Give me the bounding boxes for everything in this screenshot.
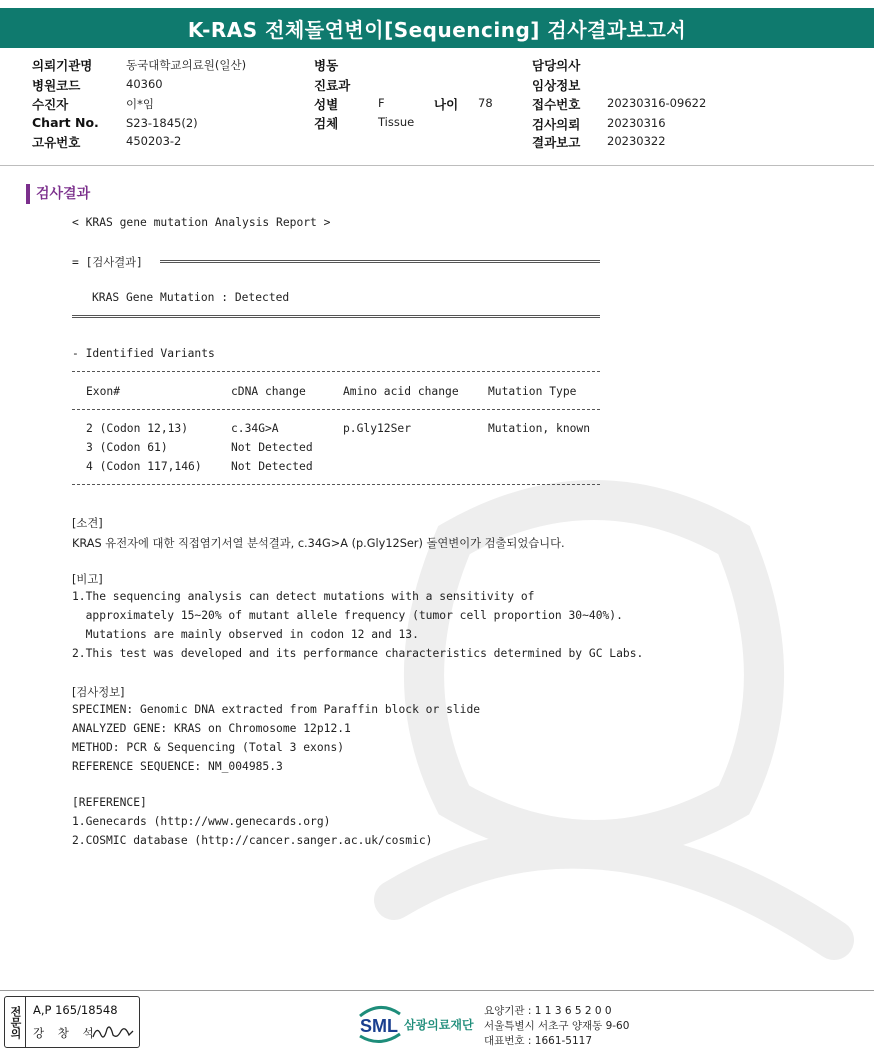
specialist-stamp bbox=[4, 996, 140, 1048]
sex-value: F bbox=[378, 96, 385, 110]
section-title: 검사결과 bbox=[26, 184, 90, 204]
remark-line: Mutations are mainly observed in codon 12 and 13. bbox=[72, 628, 419, 641]
analysis-report-title: < KRAS gene mutation Analysis Report > bbox=[72, 216, 331, 229]
variants-heading: - Identified Variants bbox=[72, 347, 215, 360]
stamp-side-label: 전문의 bbox=[5, 997, 26, 1047]
age-label: 나이 bbox=[434, 97, 459, 112]
request-label: 검사의뢰 bbox=[532, 117, 581, 132]
mutation-rule bbox=[72, 315, 600, 318]
result-heading: = [검사결과] bbox=[72, 256, 150, 269]
logo-mark: SML bbox=[360, 1016, 398, 1036]
foundation-name: 삼광의료재단 bbox=[404, 1018, 474, 1032]
sex-label: 성별 bbox=[314, 97, 339, 112]
hospital-label: 의뢰기관명 bbox=[32, 58, 93, 73]
stamp-doctor-name: 강 창 석 bbox=[33, 1026, 99, 1040]
info-line: METHOD: PCR & Sequencing (Total 3 exons) bbox=[72, 741, 345, 754]
institution-code: 요양기관 : 1 1 3 6 5 2 0 0 bbox=[484, 1005, 612, 1017]
age-value: 78 bbox=[478, 96, 493, 110]
chart-value: S23-1845(2) bbox=[126, 116, 198, 130]
chart-label: Chart No. bbox=[32, 115, 99, 130]
header-divider bbox=[0, 165, 874, 166]
result-heading-rule bbox=[160, 260, 600, 263]
table-cell: p.Gly12Ser bbox=[343, 422, 412, 435]
remark-line: approximately 15~20% of mutant allele frequency (tumor cell proportion 30~40%). bbox=[72, 609, 623, 622]
table-cell: Not Detected bbox=[231, 460, 313, 473]
info-line: ANALYZED GENE: KRAS on Chromosome 12p12.1 bbox=[72, 722, 351, 735]
table-bottom-rule bbox=[72, 484, 600, 485]
code-label: 병원코드 bbox=[32, 78, 81, 93]
col-aa: Amino acid change bbox=[343, 385, 459, 398]
remarks-heading: [비고] bbox=[72, 573, 103, 586]
mutation-status: KRAS Gene Mutation : Detected bbox=[92, 291, 290, 304]
receipt-value: 20230316-09622 bbox=[607, 96, 707, 110]
institution-phone: 대표번호 : 1661-5117 bbox=[484, 1035, 593, 1047]
signature-icon bbox=[91, 1021, 135, 1043]
table-row: 4 (Codon 117,146) bbox=[86, 460, 202, 473]
institution-address: 서울특별시 서초구 양재동 9-60 bbox=[484, 1020, 630, 1032]
patient-header bbox=[0, 52, 874, 152]
remark-line: 1.The sequencing analysis can detect mutations with a sensitivity of bbox=[72, 590, 535, 603]
table-row: 3 (Codon 61) bbox=[86, 441, 168, 454]
info-line: SPECIMEN: Genomic DNA extracted from Paraffin block or slide bbox=[72, 703, 481, 716]
col-type: Mutation Type bbox=[488, 385, 577, 398]
reference-heading: [REFERENCE] bbox=[72, 796, 147, 809]
reference-line: 2.COSMIC database (http://cancer.sanger.ac.uk/cosmic) bbox=[72, 834, 433, 847]
table-cell: Mutation, known bbox=[488, 422, 591, 435]
info-line: REFERENCE SEQUENCE: NM_004985.3 bbox=[72, 760, 283, 773]
col-exon: Exon# bbox=[86, 385, 121, 398]
table-top-rule bbox=[72, 371, 600, 372]
doctor-label: 담당의사 bbox=[532, 58, 581, 73]
table-cell: c.34G>A bbox=[231, 422, 279, 435]
col-cdna: cDNA change bbox=[231, 385, 306, 398]
id-label: 고유번호 bbox=[32, 135, 81, 150]
reference-line: 1.Genecards (http://www.genecards.org) bbox=[72, 815, 331, 828]
remark-line: 2.This test was developed and its performance characteristics determined by GC Labs. bbox=[72, 647, 644, 660]
receipt-label: 접수번호 bbox=[532, 97, 581, 112]
table-header-rule bbox=[72, 409, 600, 410]
report-title: K-RAS 전체돌연변이[Sequencing] 검사결과보고서 bbox=[0, 8, 874, 48]
report-date-value: 20230322 bbox=[607, 134, 666, 148]
patient-label: 수진자 bbox=[32, 97, 69, 112]
table-cell: Not Detected bbox=[231, 441, 313, 454]
stamp-license: A,P 165/18548 bbox=[33, 1003, 118, 1017]
id-value: 450203-2 bbox=[126, 134, 182, 148]
footer-divider bbox=[0, 990, 874, 991]
info-heading: [검사정보] bbox=[72, 686, 125, 699]
specimen-value: Tissue bbox=[378, 115, 415, 129]
ward-label: 병동 bbox=[314, 58, 339, 73]
report-date-label: 결과보고 bbox=[532, 135, 581, 150]
opinion-text: KRAS 유전자에 대한 직접염기서열 분석결과, c.34G>A (p.Gly12Ser) 돌연변이가 검출되었습니다. bbox=[72, 537, 565, 550]
clinical-label: 임상정보 bbox=[532, 78, 581, 93]
hospital-value: 동국대학교의료원(일산) bbox=[126, 58, 247, 72]
dept-label: 진료과 bbox=[314, 78, 351, 93]
watermark-logo bbox=[334, 420, 874, 980]
patient-value: 이*임 bbox=[126, 97, 154, 111]
request-value: 20230316 bbox=[607, 116, 666, 130]
code-value: 40360 bbox=[126, 77, 163, 91]
opinion-heading: [소견] bbox=[72, 517, 103, 530]
specimen-label: 검체 bbox=[314, 116, 339, 131]
table-row: 2 (Codon 12,13) bbox=[86, 422, 189, 435]
